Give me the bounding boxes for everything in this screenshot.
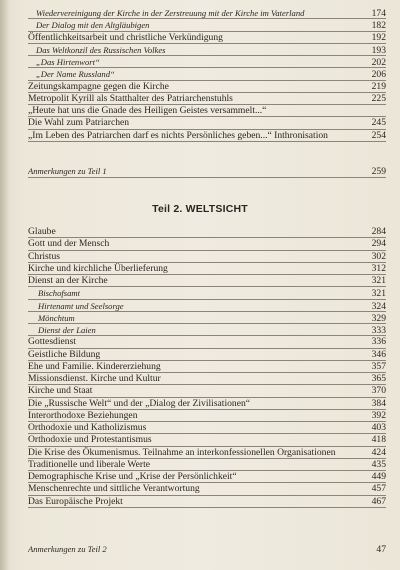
toc-entry	[28, 398, 386, 410]
toc-entry-title: Anmerkungen zu Teil 1	[28, 166, 107, 176]
toc-entry-page: 294	[371, 238, 386, 250]
toc-entry	[28, 543, 386, 556]
toc-entry-title: Das Europäische Projekt	[28, 495, 123, 507]
toc-entry-title: Demographische Krise und „Krise der Persönlichkeit“	[28, 471, 237, 482]
toc-entry-title: Glaube	[28, 226, 56, 237]
toc-entry	[28, 275, 386, 287]
toc-entry	[28, 7, 386, 19]
toc-entry-page: 312	[371, 262, 386, 274]
toc-entry	[28, 68, 386, 80]
toc-entry-title: Wiedervereinigung der Kirche in der Zerstreuung mit der Kirche im Vaterland	[36, 8, 305, 18]
toc-entry-page: 346	[371, 348, 386, 360]
toc-entry	[28, 287, 386, 299]
toc-entry-title: Traditionelle und liberale Werte	[28, 458, 151, 470]
toc-entry-title: Geistliche Bildung	[28, 348, 101, 360]
toc-entry-page: 370	[371, 385, 386, 397]
toc-entry	[28, 434, 386, 446]
toc-entry-title: Öffentlichkeitsarbeit und christliche Verkündigung	[28, 31, 223, 43]
toc-entry-page: 457	[371, 483, 386, 495]
toc-entry-page: 418	[371, 434, 386, 446]
toc-entry-page: 392	[371, 409, 386, 421]
toc-entry-title: Interorthodoxe Beziehungen	[28, 409, 138, 421]
toc-entry-title: Dienst der Laien	[38, 325, 96, 335]
toc-entry	[28, 300, 386, 312]
toc-entry-page: 225	[371, 92, 386, 104]
toc-entry-title: „Heute hat uns die Gnade des Heiligen Geistes versammelt...“	[28, 105, 267, 116]
toc-entry-page: 333	[371, 325, 386, 336]
toc-entry-title: Dienst an der Kirche	[28, 275, 108, 286]
binding-shadow	[0, 0, 10, 570]
toc-entry	[28, 336, 386, 348]
toc-entry-title: Gott und der Mensch	[28, 238, 110, 250]
toc-entry-title: Mönchtum	[38, 312, 75, 323]
toc-entry	[28, 32, 386, 44]
toc-entry-page: 254	[371, 129, 386, 141]
toc-entry	[28, 226, 386, 238]
toc-entry-page: 206	[371, 69, 386, 81]
toc-entry-page: 336	[371, 336, 386, 348]
toc-entry-page: 357	[371, 360, 386, 372]
toc-entry-title: Christus	[28, 250, 60, 262]
toc-part1-continued	[28, 7, 386, 142]
toc-entry-page: 302	[371, 250, 386, 262]
toc-entry	[28, 471, 386, 483]
toc-entry	[28, 410, 386, 422]
toc-entry-title: Orthodoxie und Protestantismus	[28, 434, 152, 446]
toc-entry	[28, 312, 386, 324]
toc-entry-page: 424	[371, 446, 386, 458]
toc-entry-title: Kirche und kirchliche Überlieferung	[28, 262, 168, 274]
toc-entry	[28, 117, 386, 129]
toc-entry-page: 449	[371, 471, 386, 482]
toc-entry-title: Die „Russische Welt“ und der „Dialog der Zivilisationen“	[28, 397, 251, 409]
toc-entry	[28, 324, 386, 336]
toc-entry-title: Missionsdienst. Kirche und Kultur	[28, 373, 161, 384]
toc-entry	[28, 238, 386, 250]
toc-part2	[28, 226, 386, 508]
toc-entry-title: Das Weltkonzil des Russischen Volkes	[36, 44, 166, 55]
toc-entry-page: 219	[371, 80, 386, 92]
toc-entry-page: 259	[371, 166, 386, 177]
toc-entry-title: Metropolit Kyrill als Statthalter des Patriarchenstuhls	[28, 92, 233, 104]
toc-entry-page: 384	[371, 397, 386, 409]
toc-entry-title: Der Dialog mit den Altgläubigen	[36, 20, 150, 31]
toc-entry-title: Orthodoxie und Katholizismus	[28, 422, 147, 433]
toc-entry-title: Ehe und Familie. Kindererziehung	[28, 360, 161, 372]
toc-entry-page: 365	[371, 373, 386, 384]
toc-entry-page: 329	[371, 312, 386, 324]
toc-entry	[28, 165, 386, 178]
toc-entry	[28, 447, 386, 459]
toc-entry-title: Hirtenamt und Seelsorge	[38, 300, 124, 311]
toc-entry-title: Die Wahl zum Patriarchen	[28, 117, 130, 129]
toc-entry-title: Die Krise des Ökumenismus. Teilnahme an interkonfessionellen Organisationen	[28, 446, 336, 458]
toc-entry	[28, 93, 386, 105]
toc-entry-page: 193	[371, 44, 386, 56]
toc-entry	[28, 373, 386, 385]
toc-entry-page: 174	[371, 8, 386, 19]
toc-entry-page: 245	[371, 117, 386, 129]
toc-entry	[28, 483, 386, 495]
toc-entry-page: 202	[371, 57, 386, 68]
part2-heading: Teil 2. WELTSICHT	[152, 203, 248, 215]
toc-entry-page: 47	[376, 544, 386, 555]
toc-entry-page: 467	[371, 495, 386, 507]
toc-entry-page: 192	[371, 31, 386, 43]
toc-entry-page: 284	[371, 226, 386, 237]
toc-entry-title: Anmerkungen zu Teil 2	[28, 544, 107, 554]
toc-entry-title: Zeitungskampagne gegen die Kirche	[28, 80, 169, 92]
toc-entry-page: 435	[371, 458, 386, 470]
toc-entry-page: 321	[371, 275, 386, 286]
toc-entry-title: „Im Leben des Patriarchen darf es nichts Persönliches geben...“ Inthronisation	[28, 129, 328, 141]
toc-entry-page: 403	[371, 422, 386, 433]
toc-entry	[28, 130, 386, 142]
toc-entry	[28, 385, 386, 397]
toc-entry	[28, 251, 386, 263]
toc-entry	[28, 19, 386, 31]
toc-entry	[28, 81, 386, 93]
notes-part2-entry	[28, 543, 386, 556]
toc-entry-title: Gottesdienst	[28, 336, 76, 348]
toc-entry-title: „Der Name Russland“	[36, 69, 115, 80]
toc-entry	[28, 422, 386, 434]
toc-entry	[28, 56, 386, 68]
toc-entry	[28, 105, 386, 117]
toc-entry-page: 324	[371, 300, 386, 312]
toc-entry-title: Bischofsamt	[38, 288, 81, 299]
toc-entry-page: 182	[371, 20, 386, 32]
toc-entry-title: „Das Hirtenwort“	[36, 57, 100, 67]
toc-entry	[28, 496, 386, 508]
toc-entry	[28, 459, 386, 471]
toc-entry-page: 321	[371, 288, 386, 300]
toc-entry	[28, 349, 386, 361]
toc-entry-title: Kirche und Staat	[28, 385, 93, 397]
toc-entry	[28, 263, 386, 275]
notes-part1-entry	[28, 165, 386, 178]
toc-entry-title: Menschenrechte und sittliche Verantwortung	[28, 483, 200, 495]
toc-entry	[28, 44, 386, 56]
toc-entry	[28, 361, 386, 373]
